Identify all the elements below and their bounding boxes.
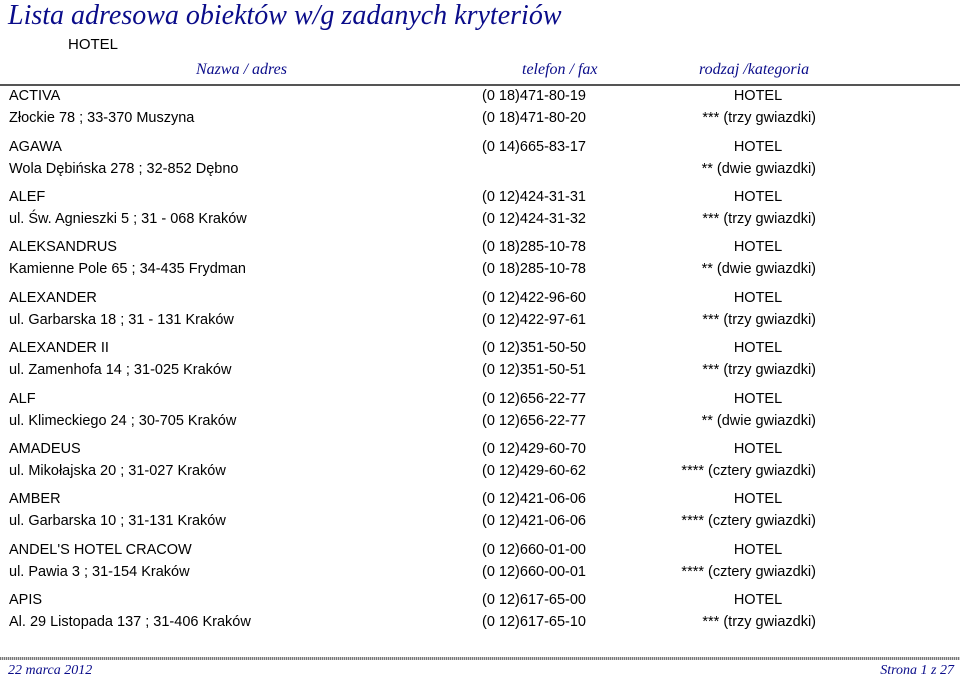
- entry-phone: (0 12)351-50-50: [482, 340, 586, 356]
- entry-fax: (0 18)471-80-20: [482, 110, 586, 126]
- entry-category: *** (trzy gwiazdki): [702, 110, 816, 126]
- entry-type: HOTEL: [733, 88, 783, 104]
- entry-phone: (0 18)285-10-78: [482, 239, 586, 255]
- entry-name: ALEXANDER: [9, 290, 97, 306]
- entry-type: HOTEL: [733, 391, 783, 407]
- entry-category: **** (cztery gwiazdki): [681, 463, 816, 479]
- header-divider: [0, 84, 960, 86]
- list-item: [0, 139, 960, 183]
- column-header-name: Nazwa / adres: [196, 61, 287, 78]
- list-item: [0, 592, 960, 636]
- entry-category: **** (cztery gwiazdki): [681, 564, 816, 580]
- entry-address: Złockie 78 ; 33-370 Muszyna: [9, 110, 195, 126]
- entry-phone: (0 18)471-80-19: [482, 88, 586, 104]
- entry-name: ALF: [9, 391, 36, 407]
- entry-category: ** (dwie gwiazdki): [701, 413, 816, 429]
- entry-address: ul. Klimeckiego 24 ; 30-705 Kraków: [9, 413, 237, 429]
- entry-address: ul. Św. Agnieszki 5 ; 31 - 068 Kraków: [9, 211, 247, 227]
- entry-category: *** (trzy gwiazdki): [702, 211, 816, 227]
- list-item: [0, 441, 960, 485]
- entry-fax: (0 12)351-50-51: [482, 362, 586, 378]
- list-item: [0, 189, 960, 233]
- entry-category: *** (trzy gwiazdki): [702, 614, 816, 630]
- footer-page-number: Strona 1 z 27: [880, 663, 954, 678]
- entry-name: ALEKSANDRUS: [9, 239, 117, 255]
- entry-fax: (0 12)424-31-32: [482, 211, 586, 227]
- entry-name: AGAWA: [9, 139, 62, 155]
- entry-address: ul. Zamenhofa 14 ; 31-025 Kraków: [9, 362, 232, 378]
- entry-address: ul. Garbarska 18 ; 31 - 131 Kraków: [9, 312, 234, 328]
- entry-phone: (0 12)660-01-00: [482, 542, 586, 558]
- entry-type: HOTEL: [733, 290, 783, 306]
- entry-name: APIS: [9, 592, 43, 608]
- entry-phone: (0 12)617-65-00: [482, 592, 586, 608]
- entry-address: Kamienne Pole 65 ; 34-435 Frydman: [9, 261, 246, 277]
- entry-type: HOTEL: [733, 441, 783, 457]
- footer-divider: [0, 657, 960, 660]
- entry-category: *** (trzy gwiazdki): [702, 312, 816, 328]
- column-header-kind: rodzaj /kategoria: [699, 61, 810, 78]
- list-item: [0, 88, 960, 132]
- column-header-tel: telefon / fax: [522, 61, 598, 78]
- entry-fax: (0 12)660-00-01: [482, 564, 586, 580]
- entry-phone: (0 12)421-06-06: [482, 491, 586, 507]
- page-title: Lista adresowa obiektów w/g zadanych kryteriów: [8, 0, 562, 31]
- entry-name: ALEXANDER II: [9, 340, 109, 356]
- entry-type: HOTEL: [733, 542, 783, 558]
- entry-phone: (0 12)424-31-31: [482, 189, 586, 205]
- list-item: [0, 239, 960, 283]
- entry-fax: (0 12)422-97-61: [482, 312, 586, 328]
- entry-phone: (0 12)422-96-60: [482, 290, 586, 306]
- entry-address: Al. 29 Listopada 137 ; 31-406 Kraków: [9, 614, 251, 630]
- entry-name: ACTIVA: [9, 88, 61, 104]
- entry-type: HOTEL: [733, 491, 783, 507]
- entry-type: HOTEL: [733, 139, 783, 155]
- entry-type: HOTEL: [733, 340, 783, 356]
- entry-fax: (0 12)656-22-77: [482, 413, 586, 429]
- entry-fax: (0 12)429-60-62: [482, 463, 586, 479]
- entry-address: ul. Garbarska 10 ; 31-131 Kraków: [9, 513, 226, 529]
- entry-fax: (0 12)421-06-06: [482, 513, 586, 529]
- list-item: [0, 290, 960, 334]
- entry-name: AMADEUS: [9, 441, 81, 457]
- entry-address: ul. Pawia 3 ; 31-154 Kraków: [9, 564, 190, 580]
- filter-subtitle: HOTEL: [68, 36, 119, 53]
- entry-address: Wola Dębińska 278 ; 32-852 Dębno: [9, 161, 239, 177]
- entry-address: ul. Mikołajska 20 ; 31-027 Kraków: [9, 463, 226, 479]
- entry-type: HOTEL: [733, 189, 783, 205]
- entry-phone: (0 12)429-60-70: [482, 441, 586, 457]
- list-item: [0, 491, 960, 535]
- entry-fax: (0 12)617-65-10: [482, 614, 586, 630]
- list-item: [0, 340, 960, 384]
- entry-name: ALEF: [9, 189, 46, 205]
- list-item: [0, 391, 960, 435]
- entry-type: HOTEL: [733, 239, 783, 255]
- entry-category: **** (cztery gwiazdki): [681, 513, 816, 529]
- footer-date: 22 marca 2012: [8, 663, 93, 678]
- list-item: [0, 542, 960, 586]
- entry-category: ** (dwie gwiazdki): [701, 261, 816, 277]
- entry-category: *** (trzy gwiazdki): [702, 362, 816, 378]
- entry-name: ANDEL'S HOTEL CRACOW: [9, 542, 192, 558]
- entry-fax: (0 18)285-10-78: [482, 261, 586, 277]
- entry-category: ** (dwie gwiazdki): [701, 161, 816, 177]
- entry-type: HOTEL: [733, 592, 783, 608]
- entry-phone: (0 12)656-22-77: [482, 391, 586, 407]
- entry-phone: (0 14)665-83-17: [482, 139, 586, 155]
- entry-name: AMBER: [9, 491, 61, 507]
